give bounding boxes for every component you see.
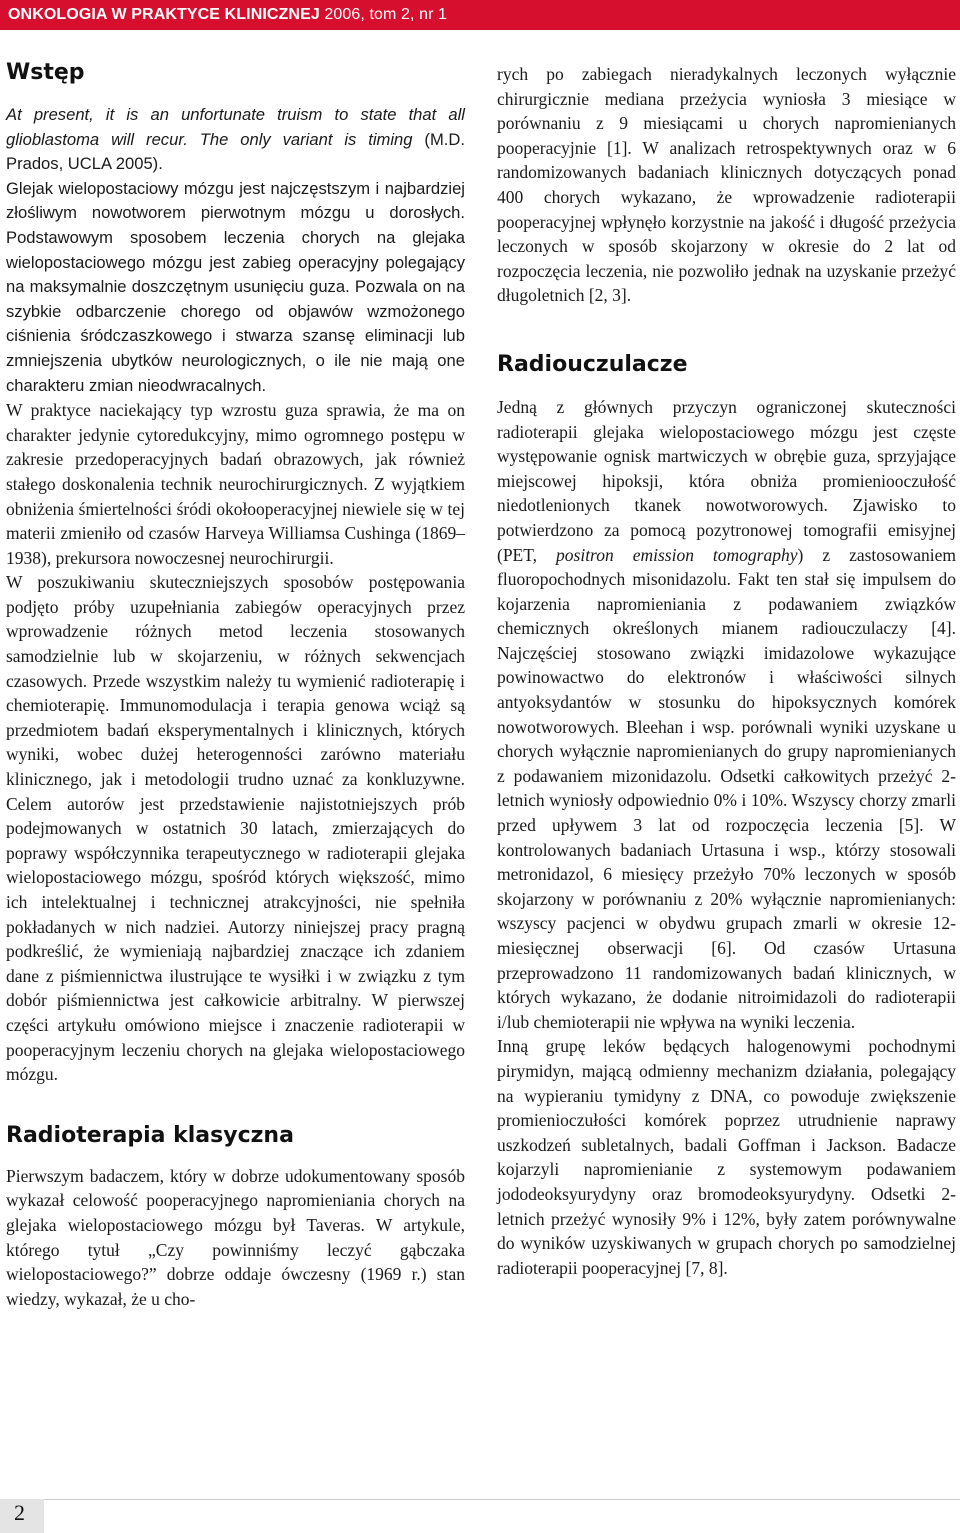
radio-text-a: Jedną z głównych przyczyn ograniczonej skuteczności radioterapii glejaka wielopostaciowego mózgu jest częste występowanie ognisk martwiczych w obrębie guza, sprzyjające miejscowej hipoksji, która obniża promieniooczułość niedotlenionych tkanek nowotworowych. Zjawisko to potwierdzono za pomocą pozytronowej tomografii emisyjnej (PET,: [497, 396, 956, 565]
classic-heading: Radioterapia klasyczna: [6, 1122, 294, 1148]
radio-text-em: positron emission tomography: [556, 544, 798, 565]
footer-line: [44, 1499, 960, 1500]
page-number: 2: [14, 1500, 25, 1525]
journal-header: [0, 0, 960, 30]
intro-paragraph-2: W praktyce naciekający typ wzrostu guza sprawia, że ma on charakter jedynie cytoredukcyjny, mimo ogromnego postępu w zakresie przedoperacyjnych badań obrazowych, jak również stałego doskonalenia technik neurochirurgicznych. Z wyjątkiem obniżenia śmiertelności śródi okołooperacyjnej niewiele się w tej materii zmieniło od czasów Harveya Williamsa Cushinga (1869–1938), prekursora nowoczesnej neurochirurgii.: [6, 400, 465, 568]
journal-issue: 2006, tom 2, nr 1: [319, 6, 448, 23]
radiosensitizers-paragraph-1: [497, 395, 956, 1034]
journal-name: ONKOLOGIA W PRAKTYCE KLINICZNEJ: [8, 6, 320, 23]
intro-epigraph: [6, 103, 465, 177]
classic-paragraph-1: Pierwszym badaczem, który w dobrze udokumentowany sposób wykazał celowość pooperacyjnego napromieniania chorych na glejaka wielopostaciowego mózgu był Taveras. W artykule, którego tytuł „Czy powinniśmy leczyć gąbczaka wielopostaciowego?” dobrze oddaje ówczesny (1969 r.) stan wiedzy, wykazał, że u cho-: [6, 1165, 465, 1309]
right-column: [497, 62, 956, 1280]
intro-heading: Wstęp: [6, 60, 85, 85]
right-paragraph-1: rych po zabiegach nieradykalnych leczonych wyłącznie chirurgicznie mediana przeżycia wyniosła 3 miesiące w porównaniu z 9 miesiącami u chorych napromienianych pooperacyjnie [1]. W analizach retrospektywnych oraz w 6 randomizowanych badaniach klinicznych dotyczących ponad 400 chorych wykazano, że wprowadzenie radioterapii pooperacyjnej wpłynęło korzystnie na jakość i długość przeżycia leczonych w sposób skojarzony w okresie do 2 lat od rozpoczęcia leczenia, nie pozwoliło jednak na uzyskanie przeżyć długoletnich [2, 3].: [497, 64, 956, 306]
intro-paragraph-3: W poszukiwaniu skuteczniejszych sposobów postępowania podjęto próby uzupełniania zabiegów operacyjnych przez wprowadzenie różnych metod leczenia stosowanych samodzielnie lub w skojarzeniu, w różnych sekwencjach czasowych. Przede wszystkim należy tu wymienić radioterapię i chemioterapię. Immunomodulacja i terapia genowa wciąż są przedmiotem badań eksperymentalnych i klinicznych, których wyniki, wobec dużej heterogenności zarówno materiału klinicznego, jak i metodologii trudno uznać za konkluzywne. Celem autorów jest przedstawienie najistotniejszych prób podejmowanych w ostatnich 30 latach, zmierzających do poprawy współczynnika terapeutycznego w radioterapii glejaka wielopostaciowego mózgu, spośród których większość, mimo ich intelektualnej i technicznej atrakcyjności, nie spełniła pokładanych w nich nadziei. Autorzy niniejszej pracy pragną podkreślić, że wymieniają najbardziej znaczące ich zdaniem dane z piśmiennictwa ilustrujące te wysiłki i w związku z tym dobór piśmiennictwa jest całkowicie arbitralny. W pierwszej części artykułu omówiono miejsce i znaczenie radioterapii w pooperacyjnym leczeniu chorych na glejaka wielopostaciowego mózgu.: [6, 572, 465, 1085]
epigraph-source: (M.D. Prados, UCLA 2005).: [6, 129, 465, 174]
radiosensitizers-paragraph-2: Inną grupę leków będących halogenowymi pochodnymi pirymidyn, mającą odmienny mechanizm działania, polegający na wypieraniu tymidyny z DNA, co powoduje zwiększenie promienioczułości komórek poprzez utrudnienie naprawy uszkodzeń subletalnych, badali Goffman i Jackson. Badacze kojarzyli napromienianie z systemowym podawaniem jododeoksyurydyny oraz bromodeoksyurydyny. Odsetki 2-letnich przeżyć wynosiły 9% i 12%, były zatem porównywalne do wyników uzyskiwanych w grupach chorych po samodzielnej radioterapii pooperacyjnej [7, 8].: [497, 1036, 956, 1278]
intro-paragraph-1: Glejak wielopostaciowy mózgu jest najczęstszym i najbardziej złośliwym nowotworem pierwotnym mózgu u dorosłych. Podstawowym sposobem leczenia chorych na glejaka wielopostaciowego mózgu jest zabieg operacyjny polegający na maksymalnie doszczętnym usunięciu guza. Pozwala on na szybkie odbarczenie chorego od objawów wzmożonego ciśnienia śródczaszkowego i stwarza szansę eliminacji lub zmniejszenia ubytków neurologicznych, o ile nie mają one charakteru zmian nieodwracalnych.: [6, 178, 465, 395]
epigraph-quote: At present, it is an unfortunate truism to state that all glioblastoma will recur. The only variant is timing: [6, 105, 465, 149]
radiosensitizers-heading: Radiouczulacze: [497, 351, 688, 377]
radio-text-b: ) z zastosowaniem fluoropochodnych misonidazolu. Fakt ten stał się impulsem do kojarzenia napromieniania z podawaniem związków chemicznych określonych mianem radiouczulaczy [4]. Najczęściej stosowano związki imidazolowe wykazujące powinowactwo do elektronów i właściwości silnych antyoksydantów w stosunku do hipoksycznych komórek nowotworowych. Bleehan i wsp. porównali wyniki uzyskane u chorych wyłącznie napromienianych do grupy napromienianych z podawaniem mizonidazolu. Odsetki całkowitych przeżyć 2-letnich wyniosły odpowiednio 0% i 10%. Wszyscy chorzy zmarli przed upływem 3 lat od rozpoczęcia leczenia [5]. W kontrolowanych badaniach Urtasuna i wsp., którzy stosowali metronidazol, 6 miesięcy przeżyło 70% leczonych w sposób skojarzony w porównaniu z 20% wyłącznie napromienianych: wszyscy pacjenci w obydwu grupach zmarli w okresie 12-miesięcznej obserwacji [6]. Od czasów Urtasuna przeprowadzono 11 randomizowanych badań klinicznych, w których wykazano, że dodanie nitroimidazoli do radioterapii i/lub chemioterapii nie wpływa na wyniki leczenia.: [497, 544, 956, 1032]
left-column: [6, 60, 465, 1311]
